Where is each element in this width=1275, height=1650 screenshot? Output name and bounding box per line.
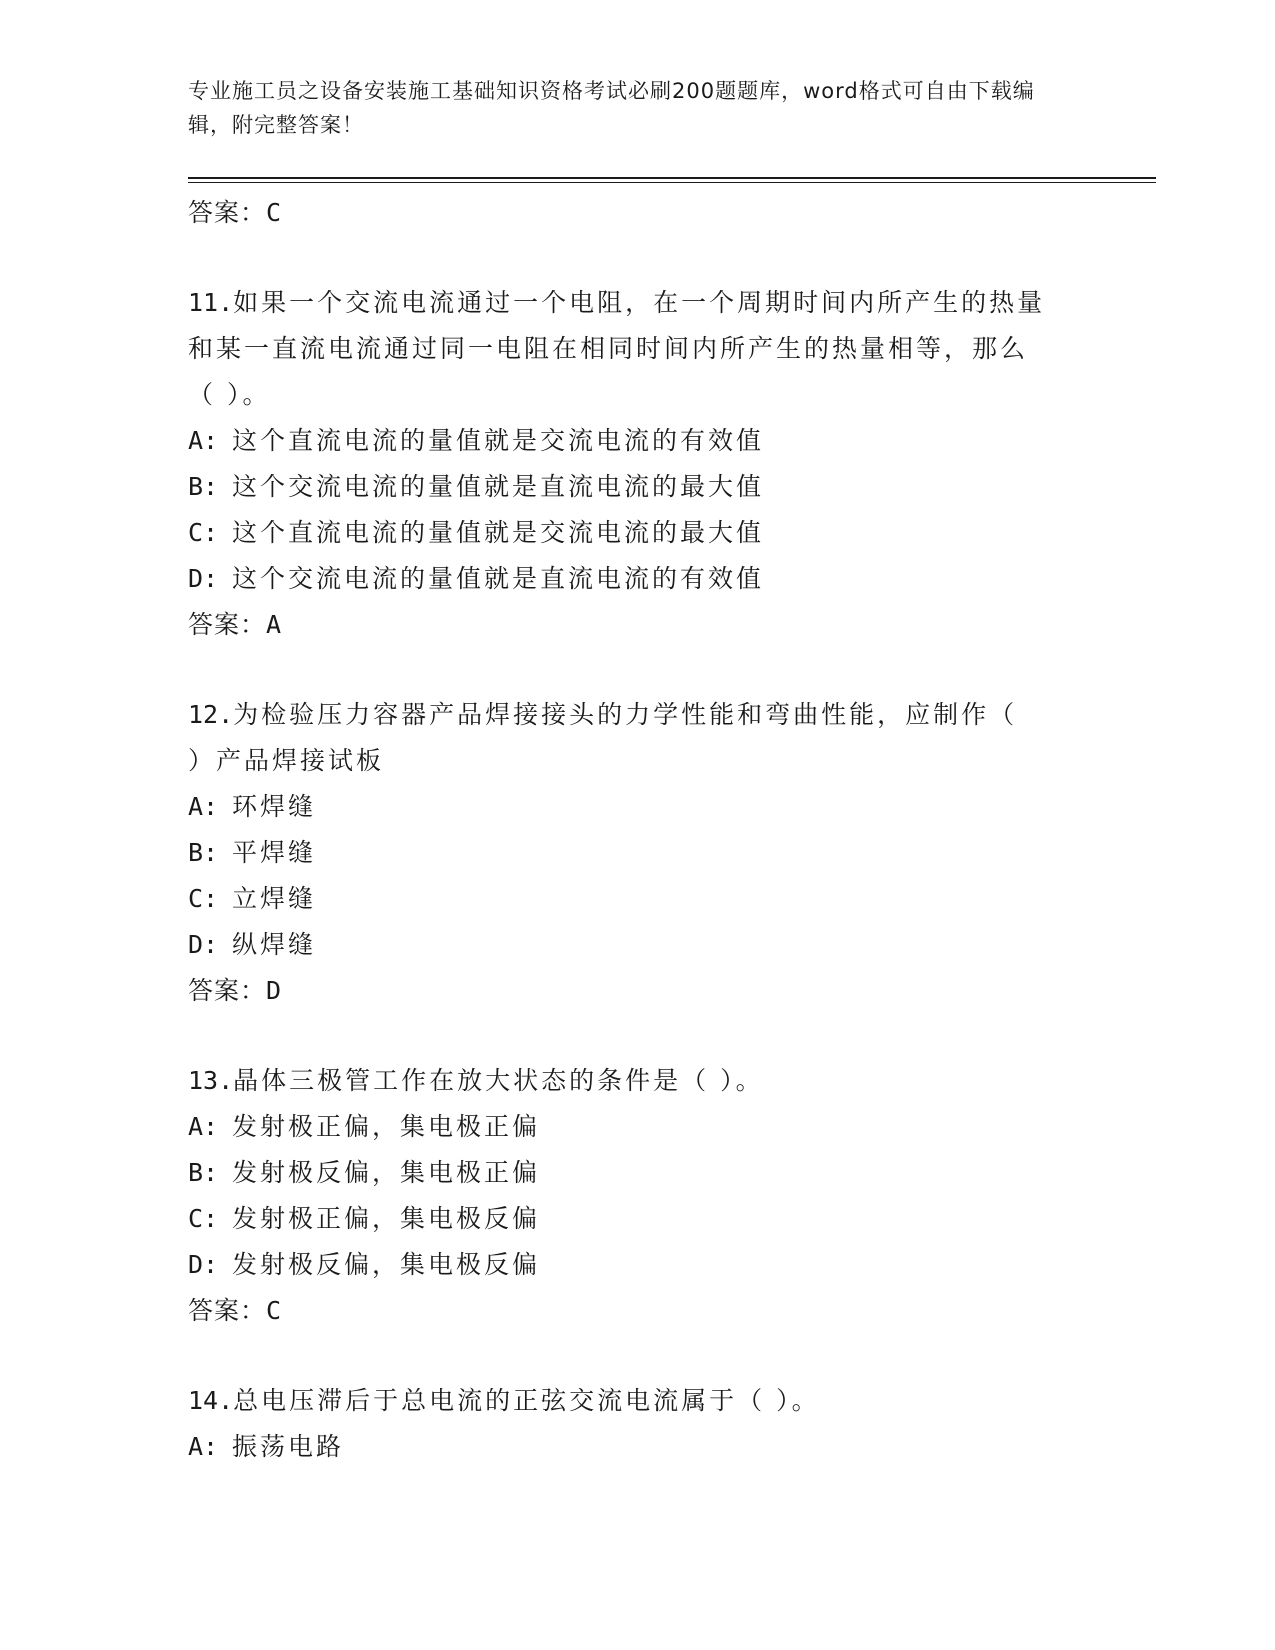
- option-b: [188, 464, 1088, 510]
- question-list: [188, 190, 1088, 1470]
- option-text: 纵焊缝: [232, 930, 317, 959]
- option-text: 平焊缝: [232, 838, 317, 867]
- option-letter: B:: [188, 472, 219, 501]
- question-12: [188, 692, 1088, 1014]
- option-letter: C:: [188, 518, 219, 547]
- answer-value: C: [266, 1296, 283, 1325]
- answer-label: 答案：: [188, 976, 267, 1005]
- option-text: 这个交流电流的量值就是直流电流的最大值: [232, 472, 765, 501]
- answer-value: A: [266, 610, 283, 639]
- question-stem: [188, 692, 1088, 738]
- header-title: 专业施工员之设备安装施工基础知识资格考试必刷200题题库，word格式可自由下载编辑，附完整答案！: [188, 79, 1035, 137]
- question-11: [188, 280, 1088, 648]
- option-a: [188, 1424, 1088, 1470]
- stem-line: 和某一直流电流通过同一电阻在相同时间内所产生的热量相等，那么: [188, 334, 1029, 363]
- option-text: 环焊缝: [232, 792, 317, 821]
- answer-value: D: [266, 976, 283, 1005]
- option-text: 发射极正偏，集电极反偏: [232, 1204, 541, 1233]
- question-number: 13.: [188, 1066, 234, 1095]
- option-text: 立焊缝: [232, 884, 317, 913]
- answer: [188, 1288, 1088, 1334]
- question-stem: [188, 1058, 1088, 1104]
- answer-label: 答案：: [188, 198, 267, 227]
- option-c: [188, 876, 1088, 922]
- option-letter: D:: [188, 564, 219, 593]
- header-divider-thin: [188, 182, 1156, 183]
- option-a: [188, 784, 1088, 830]
- option-d: [188, 556, 1088, 602]
- option-text: 这个直流电流的量值就是交流电流的最大值: [232, 518, 765, 547]
- option-letter: D:: [188, 930, 219, 959]
- option-text: 振荡电路: [232, 1432, 345, 1461]
- option-letter: D:: [188, 1250, 219, 1279]
- question-number: 12.: [188, 700, 234, 729]
- prev-answer: [188, 190, 1088, 236]
- question-number: 14.: [188, 1386, 234, 1415]
- option-letter: C:: [188, 884, 219, 913]
- option-text: 发射极反偏，集电极反偏: [232, 1250, 541, 1279]
- stem-line: 如果一个交流电流通过一个电阻，在一个周期时间内所产生的热量: [233, 288, 1046, 317]
- option-b: [188, 830, 1088, 876]
- page-header: [188, 74, 1068, 142]
- option-a: [188, 418, 1088, 464]
- answer-label: 答案：: [188, 610, 267, 639]
- answer: [188, 968, 1088, 1014]
- option-c: [188, 510, 1088, 556]
- stem-line: 总电压滞后于总电流的正弦交流电流属于（ ）。: [233, 1386, 820, 1415]
- option-d: [188, 1242, 1088, 1288]
- stem-line: 为检验压力容器产品焊接接头的力学性能和弯曲性能，应制作（: [233, 700, 1018, 729]
- option-a: [188, 1104, 1088, 1150]
- answer-value: C: [266, 198, 283, 227]
- option-letter: A:: [188, 792, 219, 821]
- option-letter: B:: [188, 1158, 219, 1187]
- option-letter: A:: [188, 426, 219, 455]
- option-letter: B:: [188, 838, 219, 867]
- answer-label: 答案：: [188, 1296, 267, 1325]
- header-divider-thick: [188, 177, 1156, 179]
- stem-line: （ ）。: [188, 380, 271, 409]
- option-c: [188, 1196, 1088, 1242]
- stem-line: ）产品焊接试板: [188, 746, 385, 775]
- option-letter: A:: [188, 1112, 219, 1141]
- question-14: [188, 1378, 1088, 1470]
- option-d: [188, 922, 1088, 968]
- option-letter: C:: [188, 1204, 219, 1233]
- option-text: 这个直流电流的量值就是交流电流的有效值: [232, 426, 765, 455]
- question-stem: [188, 280, 1088, 326]
- option-text: 这个交流电流的量值就是直流电流的有效值: [232, 564, 765, 593]
- question-stem: [188, 1378, 1088, 1424]
- option-text: 发射极正偏，集电极正偏: [232, 1112, 541, 1141]
- option-text: 发射极反偏，集电极正偏: [232, 1158, 541, 1187]
- question-13: [188, 1058, 1088, 1334]
- question-number: 11.: [188, 288, 234, 317]
- stem-line: 晶体三极管工作在放大状态的条件是（ ）。: [233, 1066, 764, 1095]
- answer: [188, 602, 1088, 648]
- option-letter: A:: [188, 1432, 219, 1461]
- option-b: [188, 1150, 1088, 1196]
